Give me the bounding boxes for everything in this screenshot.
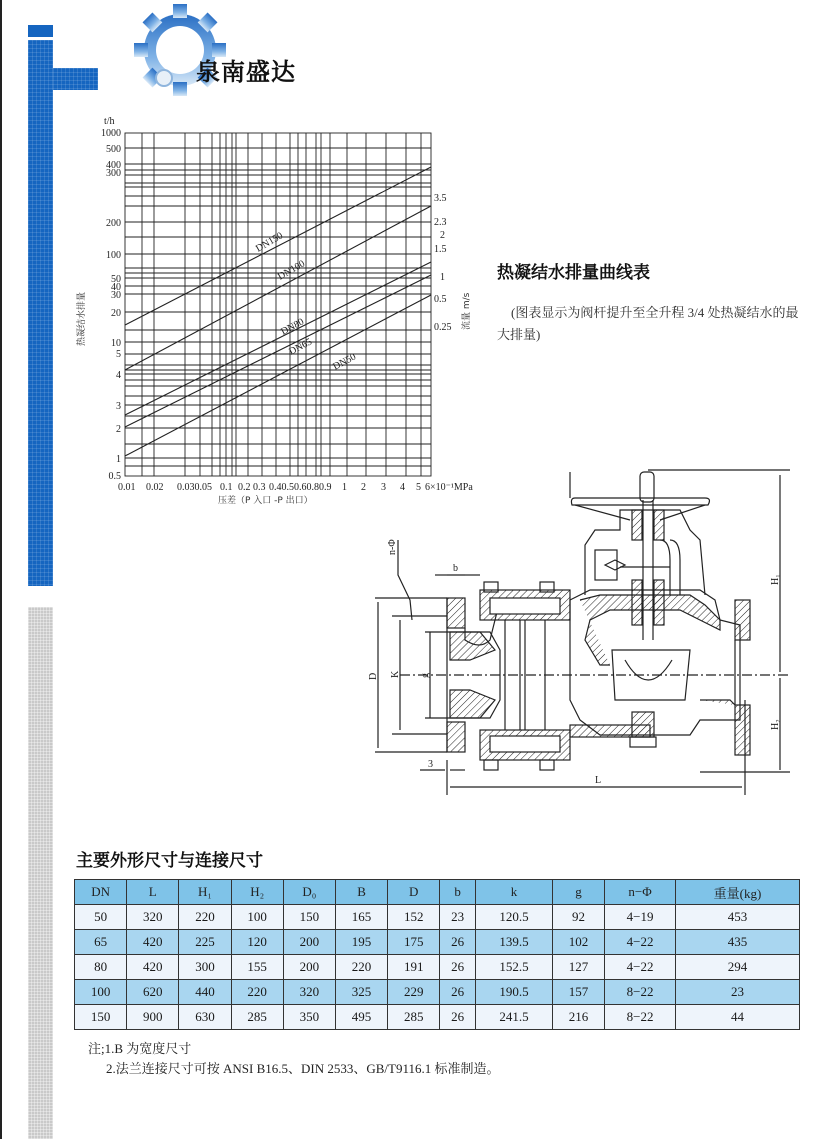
svg-text:H₁: H₁ [770,574,781,585]
page-left-border [0,0,2,1139]
table-cell: 100 [231,905,283,930]
svg-text:K: K [390,670,401,678]
svg-text:0.2: 0.2 [238,482,251,493]
table-cell: 4−22 [605,930,676,955]
svg-text:0.3: 0.3 [253,482,266,493]
chart-title: 热凝结水排量曲线表 [497,263,650,283]
table-cell: 150 [75,1005,127,1030]
svg-text:1: 1 [116,454,121,465]
table-cell: 4−19 [605,905,676,930]
series-dn150 [125,167,431,325]
svg-text:0.01: 0.01 [118,482,136,493]
table-cell: 23 [676,980,800,1005]
col-header-d: D [388,880,440,905]
svg-text:1000: 1000 [101,128,121,139]
svg-text:0.02: 0.02 [146,482,164,493]
table-cell: 26 [440,1005,476,1030]
table-cell: 620 [127,980,179,1005]
table-notes [88,1039,500,1079]
col-header-h1: H₁ [179,880,231,905]
table-cell: 495 [335,1005,387,1030]
svg-text:压差（P 入口 -P 出口）: 压差（P 入口 -P 出口） [218,496,313,506]
table-cell: 100 [75,980,127,1005]
svg-text:t/h: t/h [104,116,115,127]
table-cell: 157 [552,980,604,1005]
table-cell: 420 [127,955,179,980]
svg-text:g: g [420,673,431,678]
table-cell: 300 [179,955,231,980]
table-cell: 420 [127,930,179,955]
table-cell: 325 [335,980,387,1005]
svg-text:4: 4 [400,482,405,493]
svg-text:20: 20 [111,308,121,319]
svg-text:b: b [453,563,458,574]
svg-text:0.1: 0.1 [220,482,233,493]
brand-name: 泉南盛达 [196,58,296,86]
table-cell: 175 [388,930,440,955]
table-cell: 120 [231,930,283,955]
table-cell: 150 [283,905,335,930]
svg-text:0.030.05: 0.030.05 [177,482,212,493]
chart-note: (图表显示为阀杆提升至全升程 3/4 处热凝结水的最大排量) [497,305,799,342]
svg-text:D: D [368,672,379,680]
table-cell: 127 [552,955,604,980]
table-cell: 26 [440,955,476,980]
chart-plot [70,108,500,508]
col-header-g: g [552,880,604,905]
table-header-row [75,880,800,905]
table-cell: 165 [335,905,387,930]
table-cell: 435 [676,930,800,955]
svg-text:流量 m/s: 流量 m/s [462,292,472,330]
table-row [75,930,800,955]
table-cell: 195 [335,930,387,955]
table-cell: 80 [75,955,127,980]
table-cell: 900 [127,1005,179,1030]
svg-text:30: 30 [111,290,121,301]
table-cell: 229 [388,980,440,1005]
dimensions-table [74,879,800,1030]
svg-text:0.40.50.60.80.9: 0.40.50.60.80.9 [269,482,332,493]
table-cell: 8−22 [605,980,676,1005]
col-header-h2: H₂ [231,880,283,905]
col-header-b-width: B [335,880,387,905]
table-cell: 225 [179,930,231,955]
svg-text:热凝结水排量: 热凝结水排量 [77,291,87,346]
col-header-b: b [440,880,476,905]
valve-section-drawing [360,462,810,802]
svg-text:1.5: 1.5 [434,244,447,255]
svg-text:6×10⁻¹MPa: 6×10⁻¹MPa [425,482,473,493]
svg-text:H₂: H₂ [770,719,781,730]
svg-text:4: 4 [116,370,121,381]
table-cell: 44 [676,1005,800,1030]
table-row [75,980,800,1005]
table-cell: 200 [283,955,335,980]
table-cell: 320 [127,905,179,930]
table-cell: 294 [676,955,800,980]
table-cell: 152 [388,905,440,930]
table-cell: 220 [179,905,231,930]
table-cell: 4−22 [605,955,676,980]
svg-text:DN100: DN100 [276,258,308,283]
svg-text:DN80: DN80 [279,316,306,338]
svg-text:50: 50 [111,274,121,285]
svg-text:2: 2 [361,482,366,493]
side-decor-blue-tab [53,68,98,90]
svg-text:3: 3 [428,759,433,770]
table-cell: 8−22 [605,1005,676,1030]
svg-text:2: 2 [440,230,445,241]
table-section-title: 主要外形尺寸与连接尺寸 [76,851,263,871]
table-cell: 92 [552,905,604,930]
table-cell: 152.5 [475,955,552,980]
table-cell: 120.5 [475,905,552,930]
series-dn65 [125,275,431,427]
table-cell: 350 [283,1005,335,1030]
table-cell: 220 [335,955,387,980]
svg-text:300: 300 [106,168,121,179]
table-cell: 26 [440,930,476,955]
note-2: 2.法兰连接尺寸可按 ANSI B16.5、DIN 2533、GB/T9116.1 标准制造。 [106,1061,500,1076]
svg-text:1: 1 [440,272,445,283]
table-cell: 241.5 [475,1005,552,1030]
svg-text:100: 100 [106,250,121,261]
table-cell: 102 [552,930,604,955]
svg-text:3.5: 3.5 [434,193,447,204]
table-cell: 453 [676,905,800,930]
series-dn80 [125,262,431,415]
svg-text:10: 10 [111,338,121,349]
side-decor-gray-bar [28,607,53,1139]
svg-text:2.3: 2.3 [434,217,447,228]
side-decor-blue-bar [28,40,53,586]
table-cell: 216 [552,1005,604,1030]
side-decor-blue-cap [28,25,53,37]
svg-text:DN65: DN65 [287,336,314,358]
table-cell: 139.5 [475,930,552,955]
svg-text:DN50: DN50 [331,351,358,373]
table-row [75,955,800,980]
svg-text:1: 1 [342,482,347,493]
table-row [75,1005,800,1030]
table-cell: 191 [388,955,440,980]
table-cell: 220 [231,980,283,1005]
svg-text:5: 5 [116,349,121,360]
col-header-k: k [475,880,552,905]
svg-text:3: 3 [381,482,386,493]
table-cell: 285 [231,1005,283,1030]
table-cell: 155 [231,955,283,980]
svg-text:40: 40 [111,282,121,293]
col-header-l: L [127,880,179,905]
table-cell: 26 [440,980,476,1005]
table-cell: 285 [388,1005,440,1030]
table-cell: 190.5 [475,980,552,1005]
svg-text:3: 3 [116,401,121,412]
note-1: 注;1.B 为宽度尺寸 [88,1041,192,1056]
table-cell: 200 [283,930,335,955]
table-cell: 65 [75,930,127,955]
svg-text:2: 2 [116,424,121,435]
svg-text:L: L [595,775,602,786]
svg-text:0.5: 0.5 [108,471,121,482]
col-header-weight: 重量(kg) [676,880,800,905]
table-row [75,905,800,930]
svg-text:5: 5 [416,482,421,493]
table-cell: 23 [440,905,476,930]
table-cell: 440 [179,980,231,1005]
svg-text:n-Φ: n-Φ [387,539,398,555]
table-cell: 320 [283,980,335,1005]
svg-text:200: 200 [106,218,121,229]
col-header-dn: DN [75,880,127,905]
svg-text:500: 500 [106,144,121,155]
col-header-d0: D₀ [283,880,335,905]
svg-text:DN150: DN150 [254,230,286,255]
condensate-discharge-chart [70,108,500,508]
col-header-n-phi: n−Φ [605,880,676,905]
table-cell: 630 [179,1005,231,1030]
svg-text:400: 400 [106,160,121,171]
svg-text:0.25: 0.25 [434,322,452,333]
series-dn50 [125,295,431,456]
table-cell: 50 [75,905,127,930]
svg-text:0.5: 0.5 [434,294,447,305]
